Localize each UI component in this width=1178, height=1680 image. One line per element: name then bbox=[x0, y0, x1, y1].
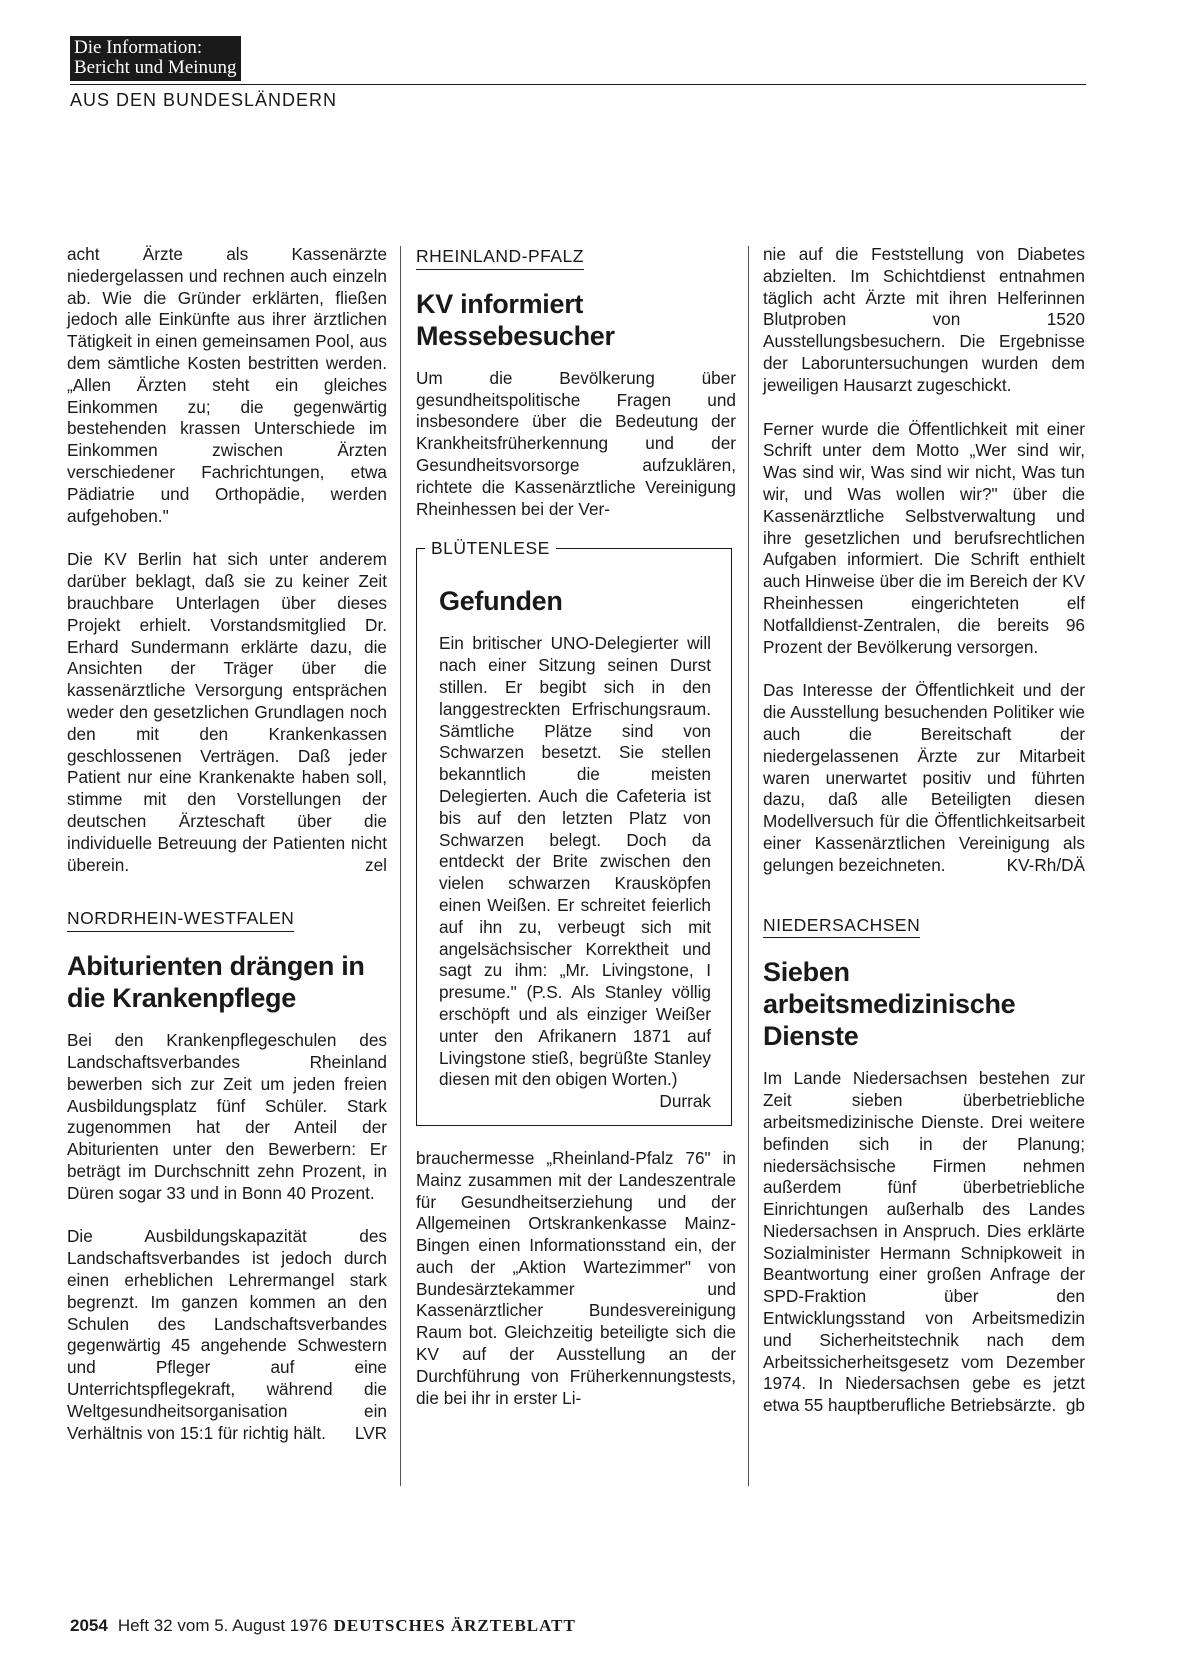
rp-paragraph-1: Um die Bevölkerung über gesundheitspolitische Fragen und insbesondere über die Bedeutung der Krankheitsfrüherkennung und der Gesundheitsvorsorge aufzuklären, richtete die Kassenärztliche Vereinigung Rheinhessen bei der Ver- bbox=[416, 367, 736, 519]
region-label-nrw: NORDRHEIN-WESTFALEN bbox=[67, 908, 294, 932]
rp-paragraph-3: nie auf die Feststellung von Diabetes abzielten. Im Schichtdienst entnahmen täglich acht Ärzte mit ihren Helferinnen Blutproben von 1520 Ausstellungsbesuchern. Die Ergebnisse der Laboruntersuchungen wurden dem jeweiligen Hausarzt zugeschickt. bbox=[763, 244, 1085, 395]
column-1 bbox=[67, 244, 387, 1466]
header-rule bbox=[70, 84, 1086, 85]
rp-paragraph-4: Ferner wurde die Öffentlichkeit mit einer Schrift unter dem Motto „Wer sind wir, Was sind wir, Was sind wir nicht, Was tun wir, und Was wollen wir?" über die Kassenärztliche Selbstverwaltung und ihre gesetzlichen und berufsrechtlichen Aufgaben informiert. Die Schrift enthielt auch Hinweise über die im Bereich der KV Rheinhessen eingerichteten elf Notfalldienst-Zentralen, die bereits 96 Prozent der Bevölkerung versorgen. bbox=[763, 418, 1085, 657]
bluetenlese-box bbox=[416, 538, 732, 1126]
author-signature: LVR bbox=[354, 1422, 387, 1443]
nrw-paragraph-1: Bei den Krankenpflegeschulen des Landschaftsverbandes Rheinland bewerben sich zur Zeit um jeden freien Ausbildungsplatz fünf Schüler. Stark zugenommen hat der Anteil der Abiturienten unter den Bewerbern: Er beträgt im Durchschnitt zehn Prozent, in Düren sogar 33 und in Bonn 40 Prozent. bbox=[67, 1030, 387, 1203]
column-divider-1 bbox=[400, 246, 401, 1486]
ns-paragraph-1 bbox=[763, 1068, 1085, 1417]
region-label-rheinland-pfalz: RHEINLAND-PFALZ bbox=[416, 246, 584, 270]
nrw-paragraph-2 bbox=[67, 1226, 387, 1444]
berlin-continued-paragraph: acht Ärzte als Kassenärzte niedergelassen und rechnen auch einzeln ab. Wie die Gründer erklärten, fließen jedoch alle Einkünfte aus ihrer ärztlichen Tätigkeit in einen gemeinsamen Pool, aus dem sämtliche Kosten bestritten werden. „Allen Ärzten steht ein gleiches Einkommen zu; die gegenwärtig bestehenden krassen Unterschiede im Einkommen zwischen Ärzten verschiedener Fachrichtungen, etwa Pädiatrie und Orthopädie, werden aufgehoben." bbox=[67, 244, 387, 526]
box-signature: Durrak bbox=[659, 1091, 711, 1112]
box-title: Gefunden bbox=[439, 586, 563, 617]
region-label-niedersachsen: NIEDERSACHSEN bbox=[763, 915, 920, 939]
article-title-nrw: Abiturienten drängen in die Krankenpflege bbox=[67, 951, 365, 1014]
box-text: Ein britischer UNO-Delegierter will nach einer Sitzung seinen Durst stillen. Er begibt sich in den langgestreckten Erfrischungsraum. Sämtliche Plätze sind von Schwarzen besetzt. Sie stellen bekanntlich die meisten Delegierten. Auch die Cafeteria ist bis auf den letzten Platz von Schwarzen belegt. Doch da entdeckt der Brite zwischen den vielen schwarzen Krausköpfen einen Weißen. Er schreitet feierlich auf ihn zu, verbeugt sich mit angelsächsischer Korrektheit und sagt zu ihm: „Mr. Livingstone, I presume." (P.S. Als Stanley völlig erschöpft und als einziger Weißer unter den Afrikanern 1871 auf Livingstone stieß, begrüßte Stanley diesen mit den obigen Worten.) bbox=[439, 633, 711, 1090]
masthead-line-1: Die Information: bbox=[74, 37, 203, 58]
article-title-sieben-dienste: Sieben arbeitsmedizinische Dienste bbox=[763, 957, 1016, 1052]
author-signature: KV-Rh/DÄ bbox=[1006, 854, 1085, 875]
rp-paragraph-2: brauchermesse „Rheinland-Pfalz 76" in Mainz zusammen mit der Landeszentrale für Gesundheitserziehung und der Allgemeinen Ortskrankenkasse Mainz-Bingen einen Informationsstand ein, der auch der „Aktion Wartezimmer" von Bundesärztekammer und Kassenärztlicher Bundesvereinigung Raum bot. Gleichzeitig beteiligte sich die KV auf der Ausstellung an der Durchführung von Früherkennungstests, die bei ihr in erster Li- bbox=[416, 1147, 736, 1408]
ns-paragraph-1-text: Im Lande Niedersachsen bestehen zur Zeit sieben überbetriebliche arbeitsmedizinische Dienste. Drei weitere befinden sich in der Planung; niedersächsische Firmen nehmen außerdem fünf überbetriebliche Einrichtungen außerhalb des Landes Niedersachsen in Anspruch. Dies erklärte Sozialminister Hermann Schnipkoweit in Beantwortung einer großen Anfrage der SPD-Fraktion über den Entwicklungsstand von Arbeitsmedizin und Sicherheitstechnik nach dem Arbeitssicherheitsgesetz vom Dezember 1974. In Niedersachsen gebe es jetzt etwa 55 hauptberufliche Betriebsärzte. bbox=[763, 1068, 1085, 1416]
rp-paragraph-5 bbox=[763, 680, 1085, 876]
page-footer bbox=[70, 1616, 576, 1636]
box-label: BLÜTENLESE bbox=[425, 538, 556, 560]
berlin-paragraph-2 bbox=[67, 549, 387, 876]
publication-name: DEUTSCHES ÄRZTEBLATT bbox=[333, 1616, 576, 1635]
article-title-kv-informiert: KV informiert Messebesucher bbox=[416, 288, 615, 351]
issue-info: Heft 32 vom 5. August 1976 bbox=[117, 1616, 328, 1635]
column-divider-2 bbox=[748, 246, 749, 1486]
author-signature: gb bbox=[1065, 1395, 1085, 1416]
section-title: AUS DEN BUNDESLÄNDERN bbox=[70, 90, 338, 110]
rp-paragraph-5-text: Das Interesse der Öffentlichkeit und der die Ausstellung besuchenden Politiker wie auch die Bereitschaft der niedergelassenen Ärzte zur Mitarbeit waren unerwartet positiv und führten dazu, daß alle Beteiligten diesen Modellversuch für die Öffentlichkeitsarbeit einer Kassenärztlichen Vereinigung als gelungen bezeichneten. bbox=[763, 680, 1085, 875]
masthead-line-2: Bericht und Meinung bbox=[74, 57, 237, 78]
column-3 bbox=[763, 244, 1085, 1439]
column-2 bbox=[416, 246, 736, 1431]
masthead bbox=[70, 36, 241, 81]
author-signature: zel bbox=[365, 854, 387, 875]
nrw-paragraph-2-text: Die Ausbildungskapazität des Landschaftsverbandes ist jedoch durch einen erheblichen Lehrermangel stark begrenzt. Im ganzen kommen an den Schulen des Landschaftsverbandes gegenwärtig 45 angehende Schwestern und Pfleger auf eine Unterrichtspflegekraft, während die Weltgesundheitsorganisation ein Verhältnis von 15:1 für richtig hält. bbox=[67, 1226, 387, 1443]
page-number: 2054 bbox=[70, 1616, 108, 1635]
berlin-paragraph-2-text: Die KV Berlin hat sich unter anderem darüber beklagt, daß sie zu keiner Zeit brauchbare Unterlagen über dieses Projekt erhielt. Vorstandsmitglied Dr. Erhard Sundermann erklärte dazu, die Ansichten der Träger über die kassenärztliche Versorgung entsprächen weder den gesetzlichen Grundlagen noch den mit den Krankenkassen geschlossenen Verträgen. Daß jeder Patient nur eine Krankenakte haben soll, stimme mit den Vorstellungen der deutschen Ärzteschaft über die individuelle Betreuung der Patienten nicht überein. bbox=[67, 549, 387, 875]
